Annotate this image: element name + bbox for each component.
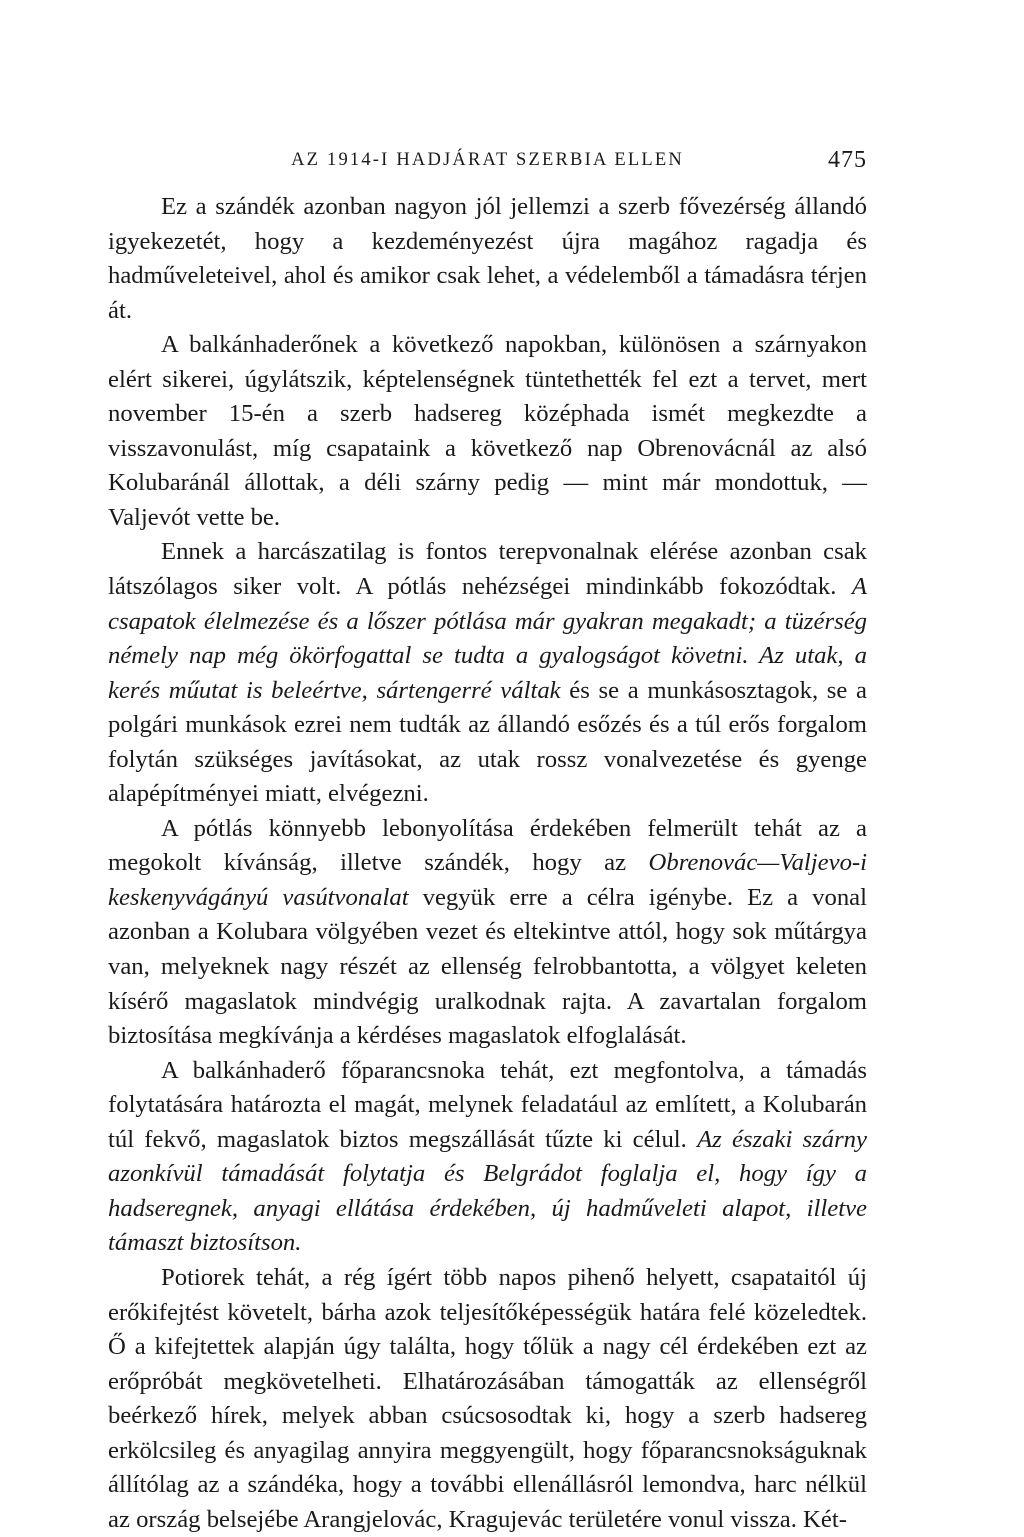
text-run: A pótlás könnyebb lebonyolítása érdekében felmerült tehát az a megokolt kívánság, illetve szándék, hogy az — [108, 814, 867, 877]
italic-text: A csapatok élelmezése és a lőszer pótlása már gyakran megakadt; a tüzérség némely nap még ökörfogattal se tudta a gyalogságot követni. Az utak, a kerés műutat is beleértve, sártengerré váltak — [108, 573, 867, 704]
text-run: vegyük erre a célra igénybe. Ez a vonal azonban a Kolubara völgyében vezet és eltekintve attól, hogy sok műtárgya van, melyeknek nagy részét az ellenség felrobbantotta, a völgyet keleten kísérő magaslatok mindvégig uralkodnak rajta. A zavartalan forgalom biztosítása megkívánja a kérdéses magaslatok elfoglalását. — [108, 883, 867, 1050]
paragraph-2 — [108, 328, 867, 535]
text-run: A balkánhaderő főparancsnoka tehát, ezt megfontolva, a támadás folytatására határozta el magát, melynek feladatául az említett, a Kolubarán túl fekvő, magaslatok biztos megszállását tűzte ki célul. — [108, 1056, 867, 1153]
paragraph-6 — [108, 1261, 867, 1537]
body-text — [108, 190, 867, 1537]
italic-text: Az északi szárny azonkívül támadását folytatja és Belgrádot foglalja el, hogy így a hadseregnek, anyagi ellátása érdekében, új hadműveleti alapot, illetve támaszt biztosítson. — [108, 1125, 867, 1257]
paragraph-3 — [108, 535, 867, 811]
text-run: és se a munkásosztagok, se a polgári munkások ezrei nem tudták az állandó esőzés és a túl erős forgalom folytán szükséges javításokat, az utak rossz vonalvezetése és gyenge alapépítményei miatt, elvégezni. — [108, 676, 867, 808]
paragraph-4 — [108, 812, 867, 1054]
page-header — [108, 143, 867, 177]
paragraph-1 — [108, 190, 867, 328]
paragraph-5 — [108, 1054, 867, 1261]
running-head: AZ 1914-I HADJÁRAT SZERBIA ELLEN — [291, 150, 684, 170]
text-run: Ez a szándék azonban nagyon jól jellemzi a szerb fővezérség állandó igyekezetét, hogy a kezdeményezést újra magához ragadja és hadműveleteivel, ahol és amikor csak lehet, a védelemből a támadásra térjen át. — [108, 193, 867, 324]
text-run: A balkánhaderőnek a következő napokban, különösen a szárnyakon elért sikerei, úgylátszik, képtelenségnek tüntethették fel ezt a tervet, mert november 15-én a szerb hadsereg középhada ismét megkezdte a visszavonulást, míg csapataink a következő nap Obrenovácnál az alsó Kolubaránál állottak, a déli szárny pedig — mint már mondottuk, — Valjevót vette be. — [108, 331, 867, 531]
text-run: Potiorek tehát, a rég ígért több napos pihenő helyett, csapataitól új erőkifejtést követelt, bárha azok teljesítőképességük határa felé közeledtek. Ő a kifejtettek alapján úgy találta, hogy tőlük a nagy cél érdekében ezt az erőpróbát megkövetelheti. Elhatározásában támogatták az ellenségről beérkező hírek, melyek abban csúcsosodtak ki, hogy a szerb hadsereg erkölcsileg és anyagilag annyira meggyengült, hogy főparancsnokságuknak állítólag az a szándéka, hogy a további ellenállásról lemondva, harc nélkül az ország belsejébe Arangjelovác, Kragujevác területére vonul vissza. Két- — [108, 1263, 867, 1533]
text-run: Ennek a harcászatilag is fontos terepvonalnak elérése azonban csak látszólagos siker volt. A pótlás nehézségei mindinkább fokozódtak. — [108, 538, 867, 601]
italic-text: Obrenovác—Valjevo-i keskenyvágányú vasútvonalat — [108, 849, 867, 911]
page-number: 475 — [828, 147, 867, 173]
